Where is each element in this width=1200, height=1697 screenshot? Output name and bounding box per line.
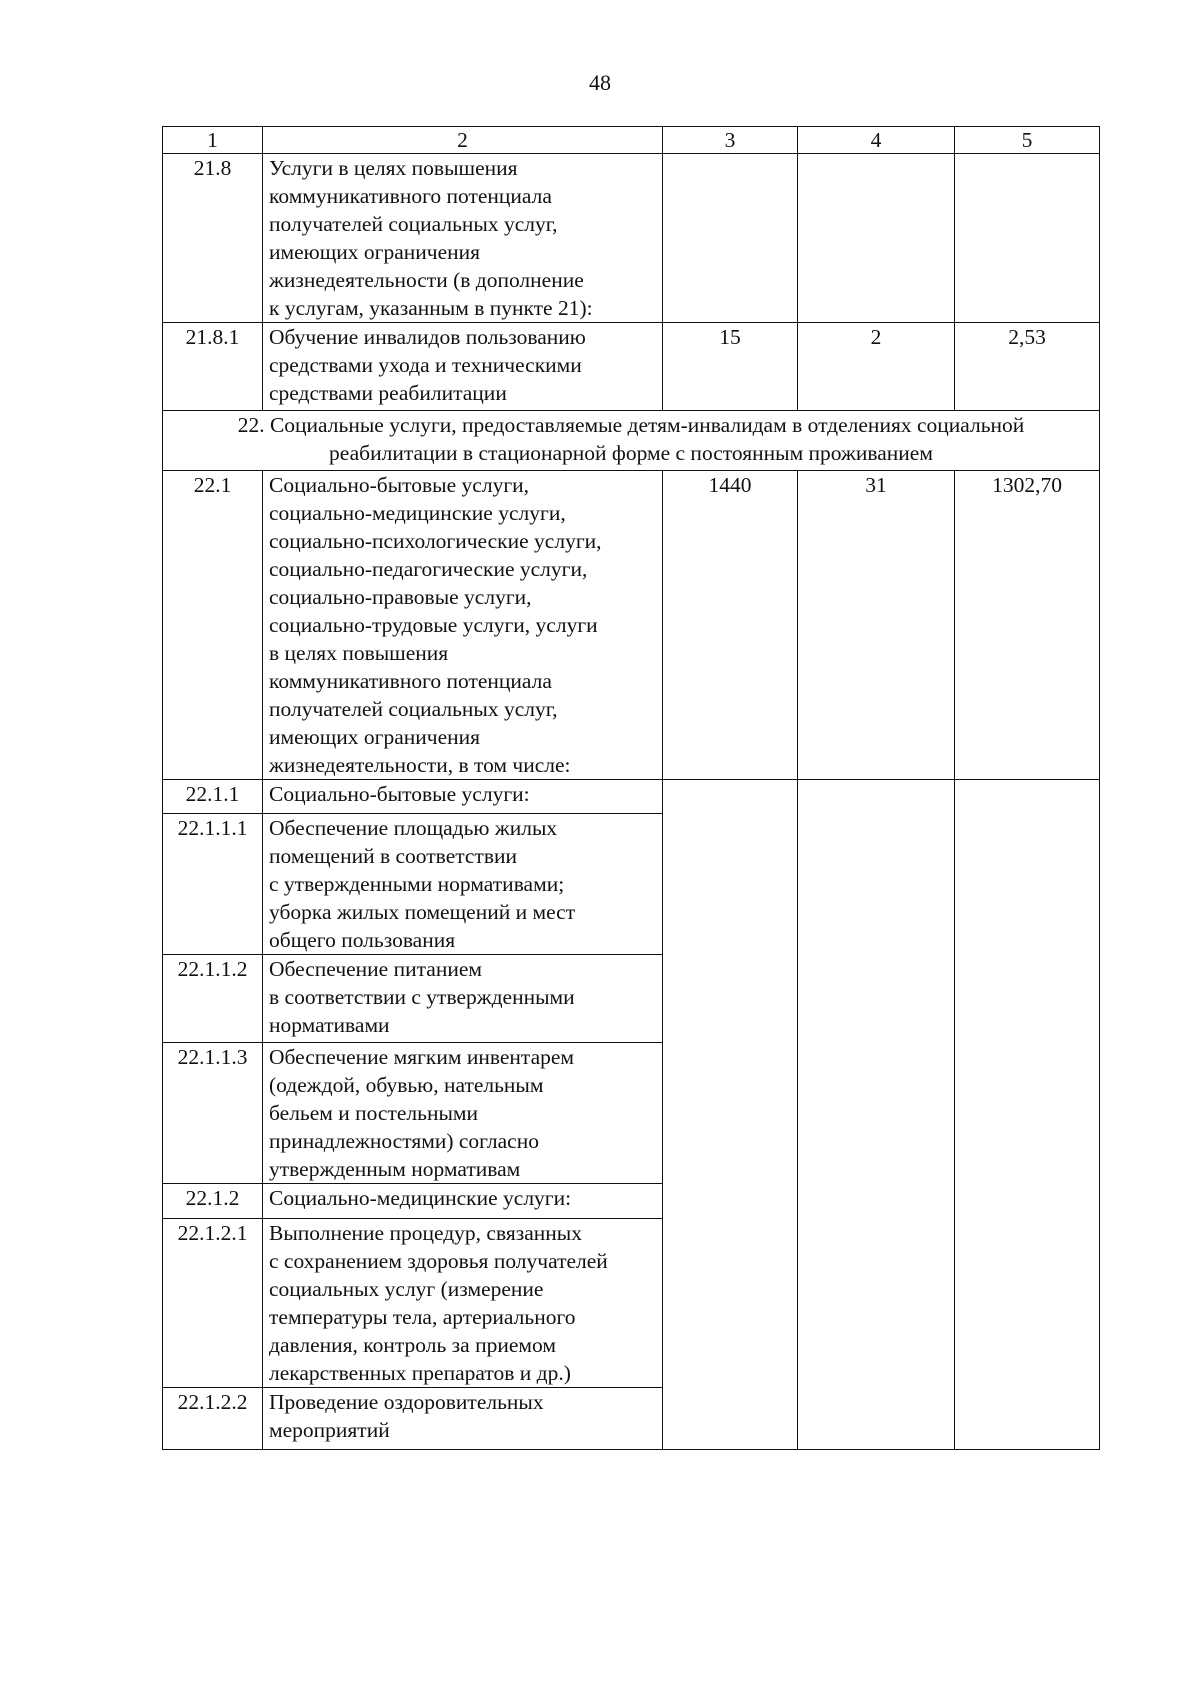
item-description (263, 955, 663, 1043)
page-number: 48 (589, 70, 611, 95)
cell-line: коммуникативного потенциала (269, 669, 552, 693)
item-number: 22.1.2.2 (163, 1388, 263, 1450)
cell-line: Социально-медицинские услуги: (269, 1186, 572, 1210)
item-description (263, 1043, 663, 1184)
cell-line: Услуги в целях повышения (269, 156, 518, 180)
header-cell: 4 (798, 127, 955, 154)
cell-line: жизнедеятельности, в том числе: (269, 753, 571, 777)
value-col-4 (798, 154, 955, 323)
cell-line: давления, контроль за приемом (269, 1333, 556, 1357)
cell-line: лекарственных препаратов и др.) (269, 1361, 571, 1385)
cell-line: нормативами (269, 1013, 390, 1037)
cell-line: Обеспечение мягким инвентарем (269, 1045, 575, 1069)
cell-line: утвержденным нормативам (269, 1157, 521, 1181)
cell-line: к услугам, указанным в пункте 21): (269, 296, 593, 320)
value-col-3 (663, 154, 798, 323)
table-body (163, 127, 1100, 1450)
cell-line: в целях повышения (269, 641, 449, 665)
cell-line: социально-медицинские услуги, (269, 501, 566, 525)
cell-line: принадлежностями) согласно (269, 1129, 539, 1153)
value-col-3: 1440 (663, 471, 798, 780)
item-description (263, 154, 663, 323)
item-number: 22.1.1.3 (163, 1043, 263, 1184)
header-cell: 5 (955, 127, 1100, 154)
cell-line: имеющих ограничения (269, 725, 481, 749)
cell-line: средствами ухода и техническими (269, 353, 582, 377)
cell-line: общего пользования (269, 928, 456, 952)
item-description (263, 814, 663, 955)
cell-line: имеющих ограничения (269, 240, 481, 264)
cell-line: получателей социальных услуг, (269, 697, 558, 721)
cell-line: получателей социальных услуг, (269, 212, 558, 236)
cell-line: в соответствии с утвержденными (269, 985, 575, 1009)
item-number: 22.1.1 (163, 780, 263, 814)
cell-line: Выполнение процедур, связанных (269, 1221, 582, 1245)
cell-line: реабилитации в стационарной форме с постоянным проживанием (329, 441, 933, 465)
item-number: 21.8 (163, 154, 263, 323)
cell-line: (одеждой, обувью, нательным (269, 1073, 544, 1097)
header-cell: 1 (163, 127, 263, 154)
item-number: 22.1.1.2 (163, 955, 263, 1043)
header-cell: 2 (263, 127, 663, 154)
cell-line: Обеспечение питанием (269, 957, 482, 981)
cell-line: уборка жилых помещений и мест (269, 900, 576, 924)
value-col-4: 2 (798, 323, 955, 411)
cell-line: бельем и постельными (269, 1101, 479, 1125)
item-description (263, 471, 663, 780)
item-description (263, 1388, 663, 1450)
value-col-3-merged (663, 780, 798, 1450)
cell-line: коммуникативного потенциала (269, 184, 552, 208)
cell-line: 22. Социальные услуги, предоставляемые детям-инвалидам в отделениях социальной (237, 413, 1025, 437)
item-description (263, 1219, 663, 1388)
cell-line: жизнедеятельности (в дополнение (269, 268, 584, 292)
cell-line: Социально-бытовые услуги: (269, 782, 530, 806)
value-col-5: 2,53 (955, 323, 1100, 411)
header-cell: 3 (663, 127, 798, 154)
section-row (163, 411, 1100, 471)
cell-line: средствами реабилитации (269, 381, 507, 405)
cell-line: социально-психологические услуги, (269, 529, 602, 553)
table-row (163, 471, 1100, 780)
table-row (163, 323, 1100, 411)
cell-line: мероприятий (269, 1418, 390, 1442)
item-number: 22.1.1.1 (163, 814, 263, 955)
cell-line: социально-трудовые услуги, услуги (269, 613, 598, 637)
cell-line: социальных услуг (измерение (269, 1277, 544, 1301)
item-number: 22.1 (163, 471, 263, 780)
item-description (263, 323, 663, 411)
cell-line: с утвержденными нормативами; (269, 872, 565, 896)
cell-line: с сохранением здоровья получателей (269, 1249, 608, 1273)
table-row (163, 154, 1100, 323)
cell-line: Обучение инвалидов пользованию (269, 325, 586, 349)
value-col-5-merged (955, 780, 1100, 1450)
table-row (163, 780, 1100, 814)
section-heading (163, 411, 1100, 471)
value-col-3: 15 (663, 323, 798, 411)
header-row (163, 127, 1100, 154)
services-table (162, 126, 1100, 1450)
cell-line: социально-правовые услуги, (269, 585, 532, 609)
item-number: 22.1.2.1 (163, 1219, 263, 1388)
cell-line: помещений в соответствии (269, 844, 517, 868)
value-col-4-merged (798, 780, 955, 1450)
item-description (263, 780, 663, 814)
item-description (263, 1184, 663, 1219)
cell-line: температуры тела, артериального (269, 1305, 576, 1329)
item-number: 21.8.1 (163, 323, 263, 411)
value-col-5: 1302,70 (955, 471, 1100, 780)
value-col-4: 31 (798, 471, 955, 780)
item-number: 22.1.2 (163, 1184, 263, 1219)
cell-line: Социально-бытовые услуги, (269, 473, 530, 497)
value-col-5 (955, 154, 1100, 323)
cell-line: Проведение оздоровительных (269, 1390, 544, 1414)
cell-line: социально-педагогические услуги, (269, 557, 588, 581)
cell-line: Обеспечение площадью жилых (269, 816, 558, 840)
